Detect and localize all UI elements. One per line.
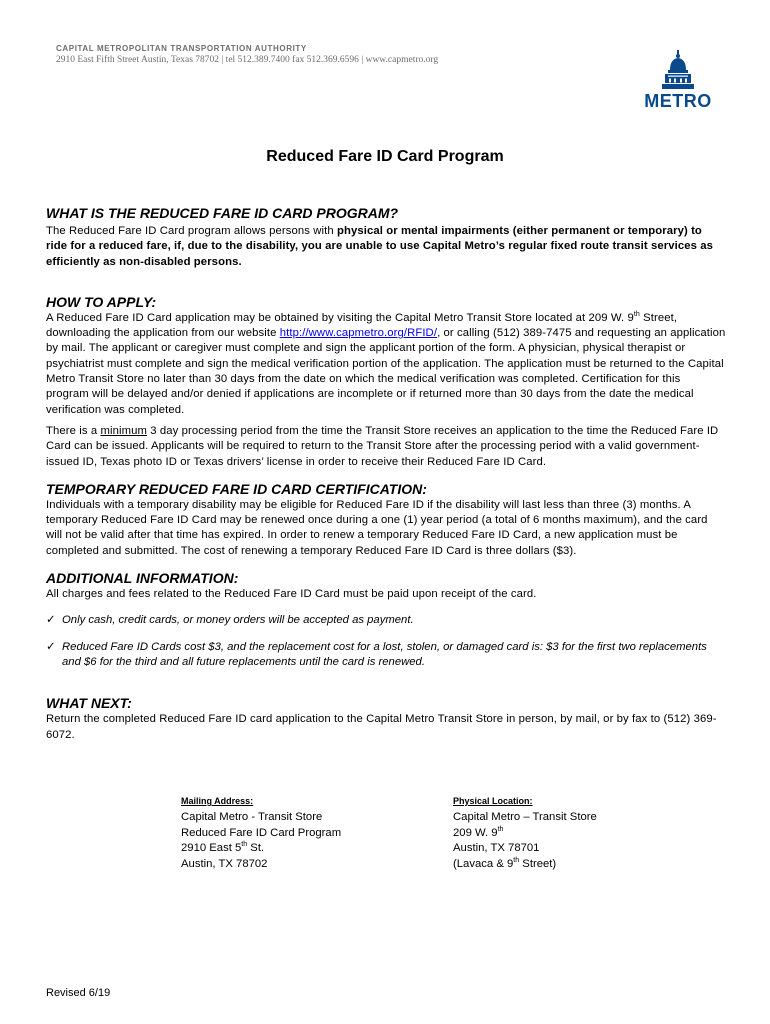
- mailing-address: [181, 795, 341, 872]
- text: Street): [519, 857, 557, 870]
- check-icon: ✓: [46, 640, 56, 653]
- paragraph: [46, 224, 726, 270]
- logo-wordmark: METRO: [644, 91, 712, 111]
- text: There is a: [46, 424, 101, 437]
- check-icon: ✓: [46, 614, 56, 627]
- paragraph: All charges and fees related to the Reduced Fare ID Card must be paid upon receipt of the card.: [46, 588, 537, 601]
- text: St.: [247, 842, 265, 855]
- revision-note: Revised 6/19: [46, 987, 111, 999]
- physical-location-label: Physical Location:: [453, 796, 533, 806]
- address-line: Reduced Fare ID Card Program: [181, 826, 342, 839]
- paragraph: Return the completed Reduced Fare ID card application to the Capital Metro Transit Store in person, by mail, or by fax to (512) 369-6072.: [46, 713, 717, 741]
- document-body: [46, 204, 726, 743]
- text: 3 day processing period from the time the Transit Store receives an application to the time the Reduced Fare ID Card can be issued. Applicants will be required to return to the Transit Store after the processing period with a valid government-issued ID, Texas photo ID or Texas drivers’ license in order to receive their Reduced Fare ID Card.: [46, 424, 719, 468]
- superscript: th: [241, 841, 248, 849]
- section-additional: [46, 569, 726, 670]
- text: 209 W. 9: [453, 826, 498, 839]
- underlined-text: minimum: [100, 424, 147, 437]
- text: A Reduced Fare ID Card application may be obtained by visiting the Capital Metro Transit Store located at 209 W. 9: [46, 311, 634, 324]
- paragraph: [46, 424, 726, 470]
- org-name: CAPITAL METROPOLITAN TRANSPORTATION AUTHORITY: [56, 44, 307, 53]
- section-temporary: [46, 480, 726, 559]
- superscript: th: [633, 311, 640, 319]
- address-line: [453, 857, 597, 873]
- text: 2910 East 5: [181, 842, 242, 855]
- bold-text: physical or mental impairments (either permanent or temporary) to ride for a reduced fare, if, due to the disability, you are unable to use Capital Metro’s regular fixed route transit services as efficiently as non-disabled persons.: [46, 225, 714, 268]
- section-heading: WHAT NEXT:: [46, 695, 132, 712]
- section-heading: HOW TO APPLY:: [46, 293, 157, 310]
- bullet-text: Reduced Fare ID Cards cost $3, and the replacement cost for a lost, stolen, or damaged card is: $3 for the first two replacements and $6 for the third and all future replacements until the card is renewed.: [62, 640, 707, 668]
- section-heading: WHAT IS THE REDUCED FARE ID CARD PROGRAM?: [46, 205, 399, 221]
- paragraph: Individuals with a temporary disability may be eligible for Reduced Fare ID if the disability will last less than three (3) months. A temporary Reduced Fare ID Card may be renewed once during a one (1) year period (a total of 6 months maximum), and the card will not be valid after that time has expired. In order to renew a temporary Reduced Fare ID Card, a new application must be completed and submitted. The cost of renewing a temporary Reduced Fare ID Card is three dollars ($3).: [46, 498, 708, 557]
- text: Street, downloading the application from our website: [46, 311, 678, 340]
- address-line: Austin, TX 78701: [453, 842, 540, 855]
- physical-location: [453, 795, 597, 872]
- section-what: [46, 204, 726, 270]
- superscript: th: [513, 857, 520, 865]
- list-item: [46, 613, 726, 628]
- metro-logo: [638, 50, 718, 112]
- list-item: [46, 640, 726, 671]
- text: , or calling (512) 389-7475 and requesting an application by mail. The applicant or caregiver must complete and sign the applicant portion of the form. A physician, physical therapist or psychiatrist must complete and sign the medical verification portion of the application. The application must be returned to the Capital Metro Transit Store no later than 30 days from the date on which the medical verification was completed. Certification for this program will be delayed and/or denied if applications are incomplete or if returned more than 30 days from the date the medical verification was completed.: [46, 327, 726, 416]
- address-line: [453, 826, 597, 842]
- section-heading: TEMPORARY REDUCED FARE ID CARD CERTIFICATION:: [46, 480, 427, 497]
- address-line: [181, 841, 341, 857]
- section-heading: ADDITIONAL INFORMATION:: [46, 570, 239, 587]
- section-next: [46, 694, 726, 743]
- section-how: [46, 293, 726, 470]
- capitol-dome-icon: [661, 50, 695, 90]
- org-contact: 2910 East Fifth Street Austin, Texas 78702 | tel 512.389.7400 fax 512.369.6596 | www.capmetro.org: [56, 55, 439, 65]
- superscript: th: [497, 825, 504, 833]
- address-line: Capital Metro - Transit Store: [181, 811, 323, 823]
- mailing-address-label: Mailing Address:: [181, 796, 254, 806]
- text: The Reduced Fare ID Card program allows persons with: [46, 225, 337, 237]
- text: (Lavaca & 9: [453, 857, 514, 870]
- document-title: Reduced Fare ID Card Program: [266, 148, 504, 165]
- address-line: Capital Metro – Transit Store: [453, 811, 597, 823]
- bullet-text: Only cash, credit cards, or money orders will be accepted as payment.: [62, 614, 414, 627]
- address-line: Austin, TX 78702: [181, 857, 268, 870]
- paragraph: [46, 311, 726, 418]
- rfid-link[interactable]: http://www.capmetro.org/RFID/: [279, 327, 438, 340]
- letterhead: [56, 44, 438, 65]
